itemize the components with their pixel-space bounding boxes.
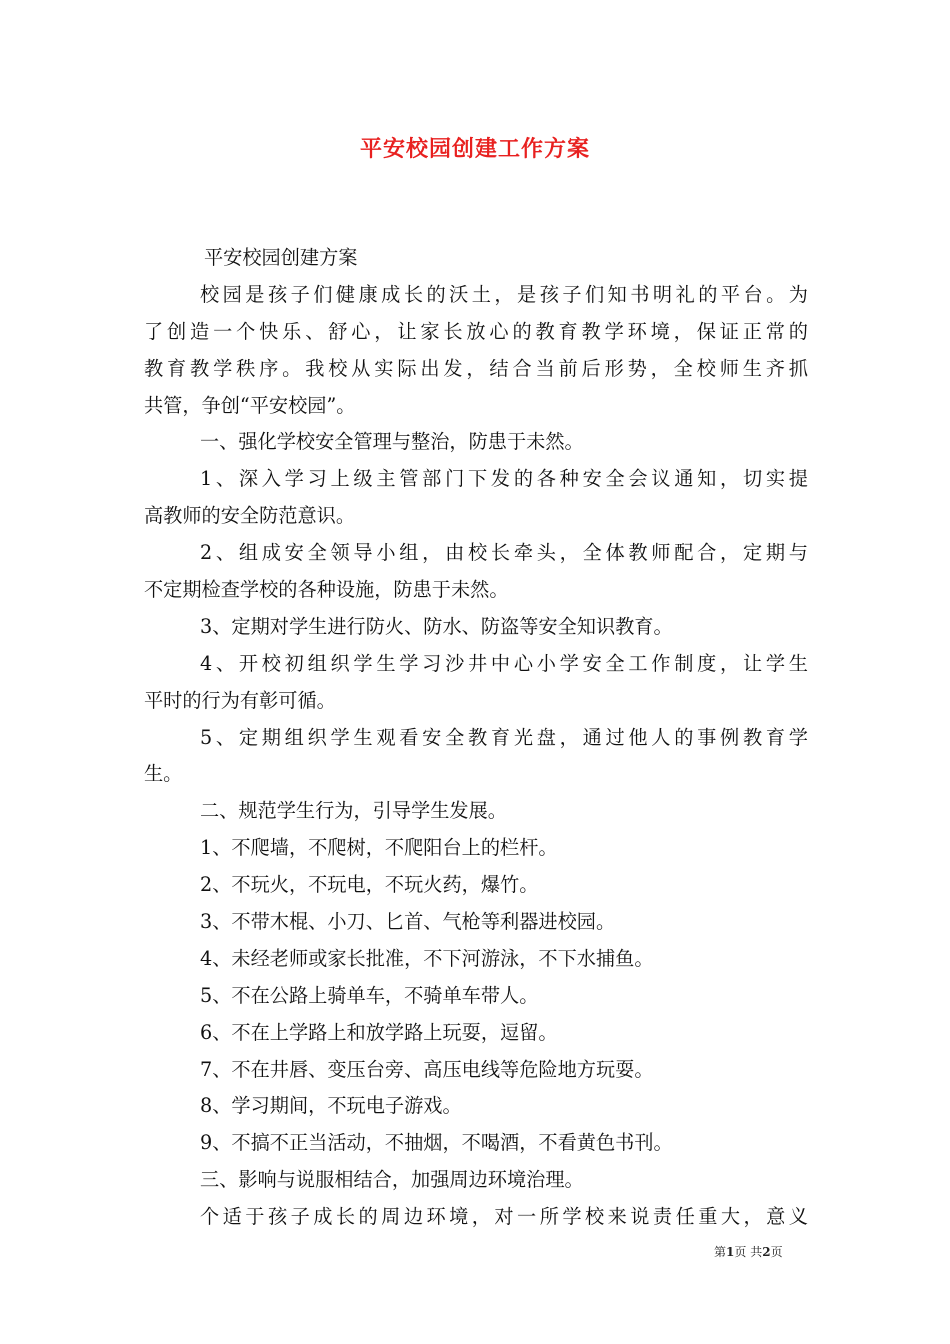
paragraph-line: 教育教学秩序。我校从实际出发，结合当前后形势，全校师生齐抓 [144, 356, 808, 380]
list-item: 3、不带木棍、小刀、匕首、气枪等利器进校园。 [200, 910, 616, 934]
list-item: 7、不在井唇、变压台旁、高压电线等危险地方玩耍。 [200, 1057, 654, 1081]
paragraph-line: 不定期检查学校的各种设施，防患于未然。 [144, 578, 509, 602]
subtitle-line: 平安校园创建方案 [204, 246, 358, 269]
total-pages: 2 [762, 1245, 771, 1259]
list-item: 2、不玩火，不玩电，不玩火药，爆竹。 [200, 873, 539, 897]
list-item: 8、学习期间，不玩电子游戏。 [200, 1094, 462, 1118]
list-item: 5、不在公路上骑单车，不骑单车带人。 [200, 983, 539, 1007]
list-item: 4、未经老师或家长批准，不下河游泳，不下水捕鱼。 [200, 946, 654, 970]
page-number: 1 [726, 1245, 735, 1259]
section-heading: 三、影响与说服相结合，加强周边环境治理。 [200, 1168, 584, 1192]
paragraph-line: 个适于孩子成长的周边环境，对一所学校来说责任重大，意义 [200, 1205, 808, 1229]
document-title: 平安校园创建工作方案 [359, 136, 590, 162]
paragraph-line: 了创造一个快乐、舒心，让家长放心的教育教学环境，保证正常的 [144, 319, 808, 343]
footer-prefix: 第 [714, 1245, 727, 1259]
footer-middle: 页 共 [734, 1245, 763, 1259]
list-item: 6、不在上学路上和放学路上玩耍，逗留。 [200, 1020, 558, 1044]
section-heading: 二、规范学生行为，引导学生发展。 [200, 799, 507, 823]
list-item: 1、不爬墙，不爬树，不爬阳台上的栏杆。 [200, 836, 558, 860]
document-body [144, 240, 808, 1236]
paragraph-line: 3、定期对学生进行防火、防水、防盗等安全知识教育。 [200, 614, 673, 638]
paragraph-line: 4、开校初组织学生学习沙井中心小学安全工作制度，让学生 [200, 651, 808, 675]
paragraph-line: 生。 [144, 762, 183, 786]
paragraph-line: 共管，争创“平安校园”。 [144, 393, 356, 417]
footer-suffix: 页 [770, 1245, 783, 1259]
paragraph-line: 5、定期组织学生观看安全教育光盘，通过他人的事例教育学 [200, 725, 808, 749]
paragraph-line: 校园是孩子们健康成长的沃土，是孩子们知书明礼的平台。为 [200, 282, 808, 306]
section-heading: 一、强化学校安全管理与整治，防患于未然。 [200, 430, 584, 454]
list-item: 9、不搞不正当活动，不抽烟，不喝酒，不看黄色书刊。 [200, 1131, 673, 1155]
paragraph-line: 1、深入学习上级主管部门下发的各种安全会议通知，切实提 [200, 467, 808, 491]
paragraph-line: 2、组成安全领导小组，由校长牵头，全体教师配合，定期与 [200, 541, 808, 565]
page-footer [714, 1244, 814, 1260]
paragraph-line: 高教师的安全防范意识。 [144, 504, 356, 528]
paragraph-line: 平时的行为有彰可循。 [144, 688, 336, 712]
